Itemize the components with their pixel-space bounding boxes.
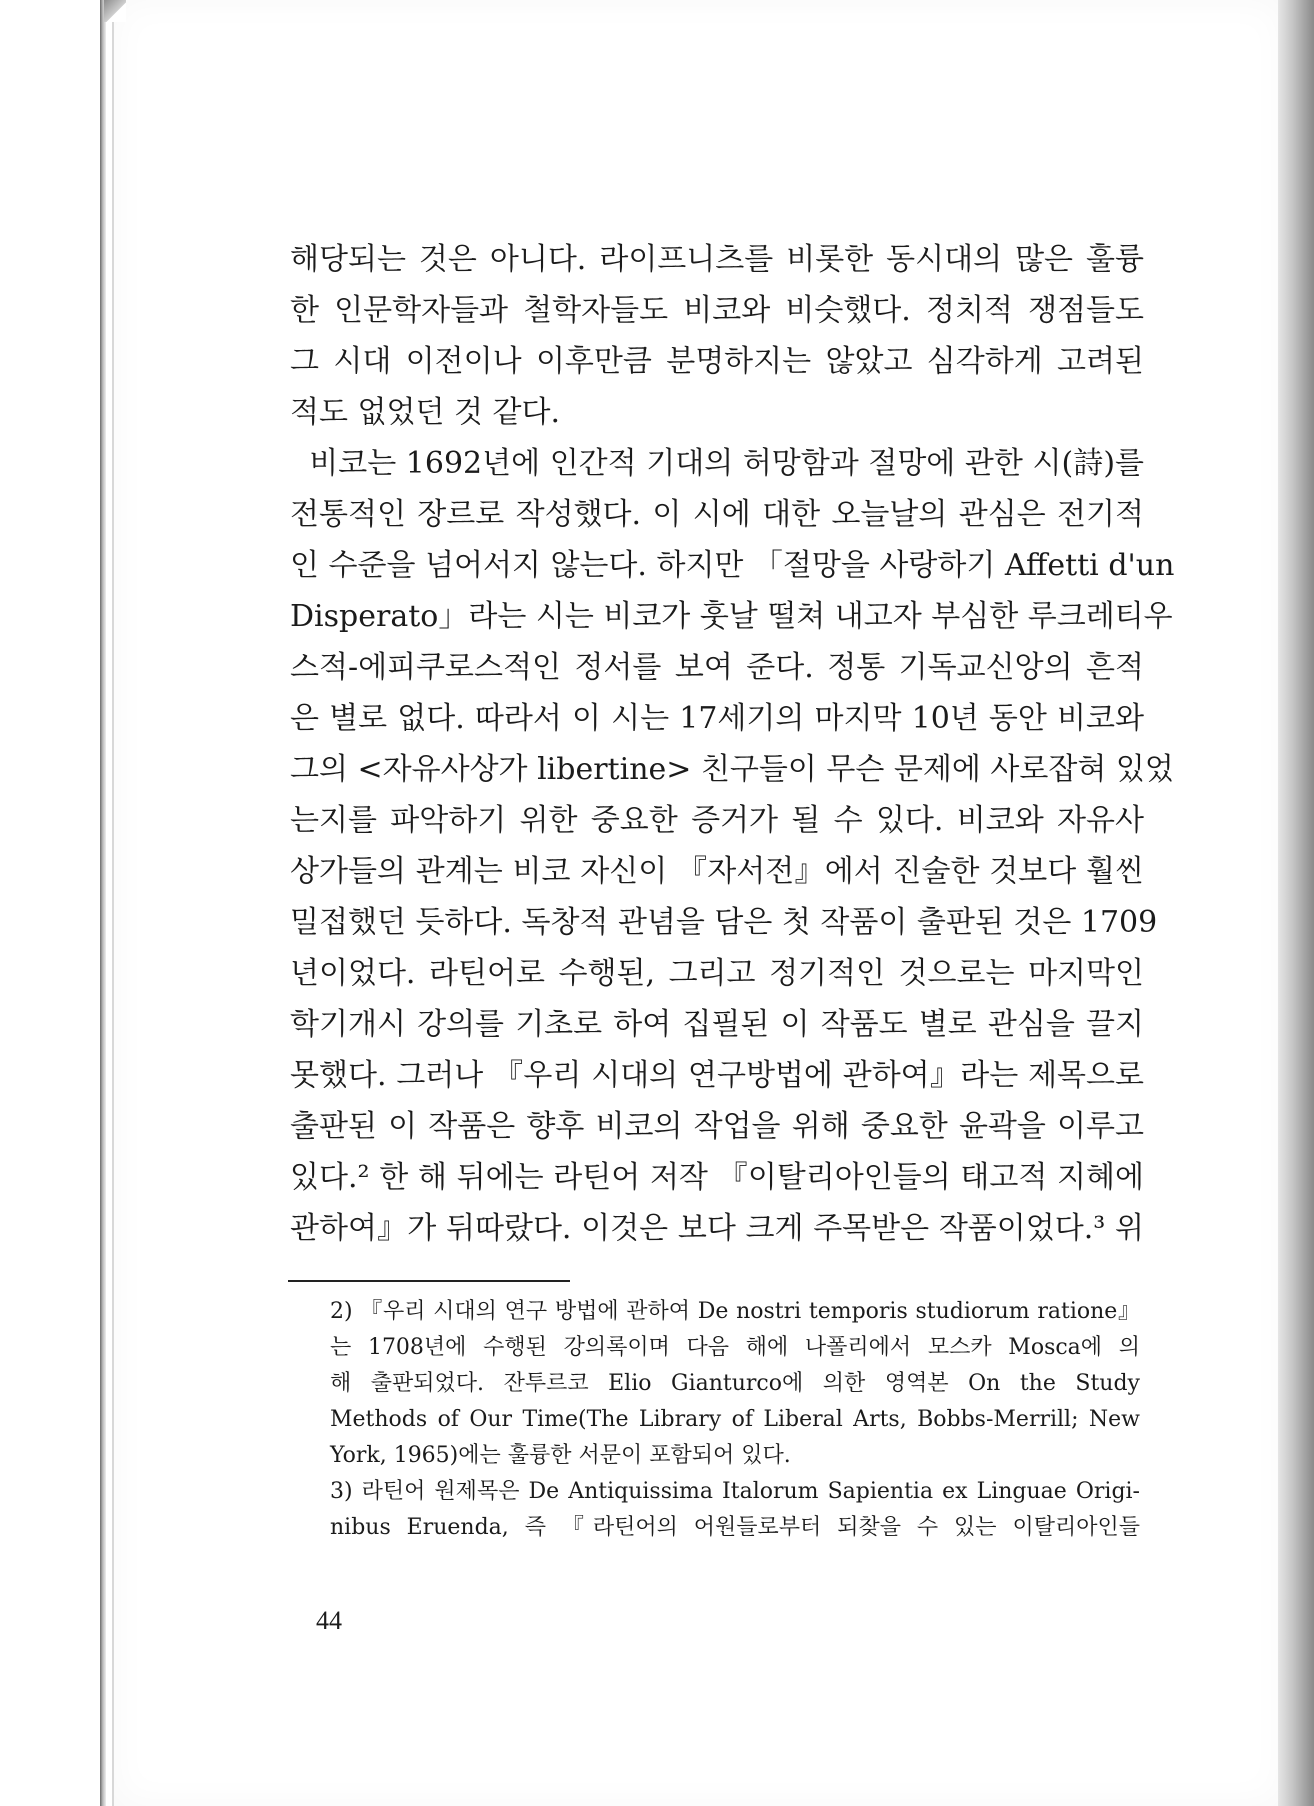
footnote-line: York, 1965)에는 훌륭한 서문이 포함되어 있다. [330,1443,791,1468]
body-line: 스적-에피쿠로스적인 정서를 보여 준다. 정통 기독교신앙의 흔적 [290,650,1144,685]
body-line: 는지를 파악하기 위한 중요한 증거가 될 수 있다. 비코와 자유사 [290,803,1144,838]
footnote-line: nibus Eruenda, 즉 『라틴어의 어원들로부터 되찾을 수 있는 이탈리아인들 [330,1515,1140,1540]
body-line: 관하여』가 뒤따랐다. 이것은 보다 크게 주목받은 작품이었다.³ 위 [290,1211,1144,1246]
footnotes [330,1294,1140,1546]
body-line: 한 인문학자들과 철학자들도 비코와 비슷했다. 정치적 쟁점들도 [290,293,1144,328]
body-line: 비코는 1692년에 인간적 기대의 허망함과 절망에 관한 시(詩)를 [290,446,1144,481]
footnote-line: Methods of Our Time(The Library of Liberal Arts, Bobbs-Merrill; New [330,1407,1140,1432]
body-line: 년이었다. 라틴어로 수행된, 그리고 정기적인 것으로는 마지막인 [290,956,1144,991]
footnote-line: 2) 『우리 시대의 연구 방법에 관하여 De nostri temporis studiorum ratione』 [330,1299,1140,1324]
footnote-line: 3) 라틴어 원제목은 De Antiquissima Italorum Sapientia ex Linguae Origi- [330,1479,1140,1504]
book-spine-edge [100,0,106,1806]
body-line: 출판된 이 작품은 향후 비코의 작업을 위해 중요한 윤곽을 이루고 [290,1109,1144,1144]
page-right-shadow [1278,0,1314,1806]
body-line: Disperato」라는 시는 비코가 훗날 떨쳐 내고자 부심한 루크레티우 [290,599,1173,634]
body-line: 해당되는 것은 아니다. 라이프니츠를 비롯한 동시대의 많은 훌륭 [290,242,1144,277]
body-line: 못했다. 그러나 『우리 시대의 연구방법에 관하여』라는 제목으로 [290,1058,1144,1093]
body-line: 밀접했던 듯하다. 독창적 관념을 담은 첫 작품이 출판된 것은 1709 [290,905,1158,940]
body-line: 그 시대 이전이나 이후만큼 분명하지는 않았고 심각하게 고려된 [290,344,1144,379]
body-line: 있다.² 한 해 뒤에는 라틴어 저작 『이탈리아인들의 태고적 지혜에 [290,1160,1144,1195]
page-corner-fold [104,0,126,22]
body-line: 학기개시 강의를 기초로 하여 집필된 이 작품도 별로 관심을 끌지 [290,1007,1144,1042]
body-line: 그의 <자유사상가 libertine> 친구들이 무슨 문제에 사로잡혀 있었 [290,752,1174,787]
body-text [290,234,1175,1254]
footnote-line: 해 출판되었다. 잔투르코 Elio Gianturco에 의한 영역본 On the Study [330,1371,1140,1396]
body-line: 전통적인 장르로 작성했다. 이 시에 대한 오늘날의 관심은 전기적 [290,497,1144,532]
body-line: 인 수준을 넘어서지 않는다. 하지만 「절망을 사랑하기 Affetti d'un [290,548,1175,583]
footnote-divider [288,1280,570,1282]
body-line: 상가들의 관계는 비코 자신이 『자서전』에서 진술한 것보다 훨씬 [290,854,1144,889]
footnote-line: 는 1708년에 수행된 강의록이며 다음 해에 나폴리에서 모스카 Mosca에 의 [330,1335,1140,1360]
body-line: 적도 없었던 것 같다. [290,395,560,430]
page-number: 44 [316,1606,342,1635]
body-line: 은 별로 없다. 따라서 이 시는 17세기의 마지막 10년 동안 비코와 [290,701,1144,736]
